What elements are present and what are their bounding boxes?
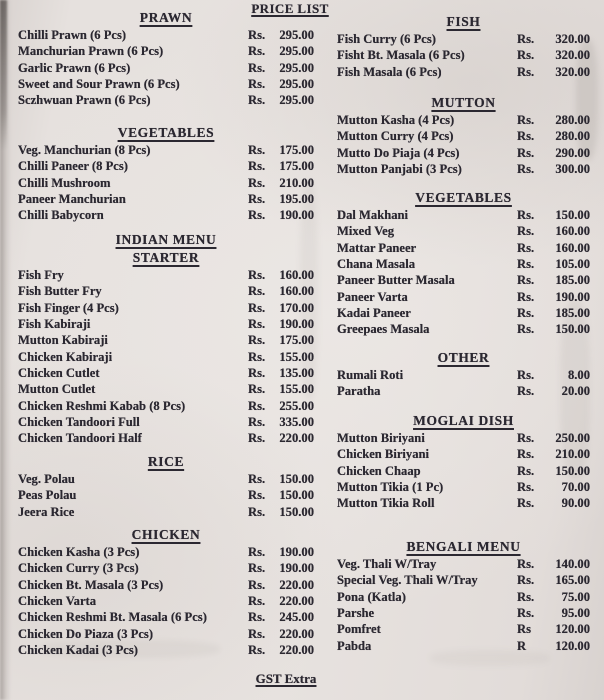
item-price: 175.00 <box>279 159 314 174</box>
item-name: Fish Curry (6 Pcs) <box>337 32 436 46</box>
menu-item-row <box>18 300 314 316</box>
menu-item-row <box>18 504 314 520</box>
item-currency: Rs. <box>517 589 535 604</box>
item-currency: Rs. <box>517 240 535 255</box>
menu-item-row <box>337 112 590 128</box>
item-currency: Rs. <box>248 366 266 381</box>
item-price: 175.00 <box>279 143 314 157</box>
menu-item-row <box>18 609 314 625</box>
item-currency: Rs. <box>248 561 266 576</box>
menu-item-row <box>18 487 314 503</box>
item-currency: Rs. <box>517 64 535 79</box>
item-currency: Rs. <box>517 306 535 321</box>
section-heading: MOGLAI DISH <box>413 413 514 428</box>
item-name: Chicken Kasha (3 Pcs) <box>18 545 140 559</box>
item-price: 175.00 <box>279 333 314 348</box>
item-currency: Rs. <box>248 175 266 190</box>
item-currency: Rs. <box>517 573 535 588</box>
menu-section-prawn <box>18 9 314 109</box>
item-price: 295.00 <box>279 44 314 59</box>
item-currency: Rs. <box>248 504 266 519</box>
item-name: Pona (Katla) <box>337 589 406 604</box>
menu-item-row <box>337 256 590 272</box>
menu-item-row <box>337 605 590 621</box>
item-currency: Rs. <box>517 129 535 144</box>
menu-item-row <box>18 60 314 76</box>
item-price: 160.00 <box>555 224 590 239</box>
item-name: Fish Butter Fry <box>18 284 102 299</box>
item-name: Chicken Kadai (3 Pcs) <box>18 643 138 658</box>
menu-item-row <box>337 430 590 446</box>
item-name: Manchurian Prawn (6 Pcs) <box>18 44 164 59</box>
item-name: Chicken Biriyani <box>337 447 430 462</box>
item-price: 170.00 <box>279 300 314 315</box>
item-name: Greepaes Masala <box>337 322 430 337</box>
menu-section-other <box>337 349 590 400</box>
item-name: Mutton Tikia Roll <box>337 496 435 511</box>
menu-item-row <box>337 446 590 462</box>
menu-item-row <box>18 349 314 365</box>
menu-item-row <box>337 223 590 239</box>
menu-section-fish <box>337 13 590 80</box>
item-name: Fish Kabiraji <box>18 317 91 332</box>
menu-item-row <box>337 621 590 637</box>
item-price: 135.00 <box>279 366 314 381</box>
item-name: Sweet and Sour Prawn (6 Pcs) <box>18 77 180 92</box>
item-currency: Rs. <box>248 44 266 59</box>
item-price: 190.00 <box>279 208 314 223</box>
item-price: 160.00 <box>279 268 314 282</box>
item-price: 280.00 <box>555 129 590 144</box>
item-name: Fish Fry <box>18 268 64 282</box>
item-price: 295.00 <box>279 77 314 92</box>
item-currency: Rs. <box>248 545 266 559</box>
item-price: 95.00 <box>561 606 590 621</box>
item-currency: Rs. <box>248 382 266 397</box>
item-currency: Rs. <box>248 398 266 413</box>
menu-item-row <box>337 463 590 479</box>
item-name: Mutton Biriyani <box>337 431 425 445</box>
item-name: Pabda <box>337 638 372 653</box>
menu-item-row <box>18 544 314 560</box>
menu-item-row <box>18 642 314 658</box>
item-price: 320.00 <box>555 64 590 79</box>
item-currency: Rs. <box>517 496 535 511</box>
item-name: Fish Finger (4 Pcs) <box>18 300 119 315</box>
item-price: 190.00 <box>279 561 314 576</box>
menu-item-row <box>337 638 590 654</box>
price-list-title: PRICE LIST <box>251 1 329 16</box>
section-heading: PRAWN <box>139 10 193 25</box>
section-heading: BENGALI MENU <box>406 539 521 554</box>
item-currency: Rs. <box>248 192 266 207</box>
item-name: Mutton Kasha (4 Pcs) <box>337 113 455 127</box>
menu-item-row <box>18 175 314 191</box>
menu-item-row <box>18 381 314 397</box>
item-price: 150.00 <box>279 488 314 503</box>
item-currency: Rs. <box>248 472 266 486</box>
item-currency: Rs. <box>248 77 266 92</box>
item-price: 320.00 <box>555 48 590 63</box>
menu-item-row <box>18 43 314 59</box>
item-price: 295.00 <box>279 28 314 42</box>
menu-item-row <box>337 479 590 495</box>
item-currency: Rs. <box>517 368 535 382</box>
item-price: 290.00 <box>555 145 590 160</box>
menu-section-vegetables <box>18 124 314 224</box>
menu-item-row <box>337 128 590 144</box>
item-currency: Rs. <box>517 384 535 399</box>
item-name: Mixed Veg <box>337 224 395 239</box>
item-currency: Rs <box>517 622 531 637</box>
item-name: Veg. Polau <box>18 472 75 486</box>
item-name: Chilli Mushroom <box>18 175 111 190</box>
section-heading: OTHER <box>437 350 490 365</box>
menu-item-row <box>337 145 590 161</box>
item-name: Chicken Chaap <box>337 463 421 478</box>
item-price: 185.00 <box>555 306 590 321</box>
menu-item-row <box>337 47 590 63</box>
menu-section-moglai-dish <box>337 412 590 512</box>
item-name: Jeera Rice <box>18 504 75 519</box>
item-name: Veg. Thali W/Tray <box>337 557 437 571</box>
item-price: 75.00 <box>561 589 590 604</box>
menu-item-row <box>18 471 314 487</box>
item-currency: Rs. <box>517 273 535 288</box>
item-currency: Rs. <box>517 463 535 478</box>
item-price: 210.00 <box>555 447 590 462</box>
item-name: Parshe <box>337 606 375 621</box>
item-price: 150.00 <box>279 504 314 519</box>
item-currency: Rs. <box>248 349 266 364</box>
section-heading: RICE <box>147 454 185 469</box>
item-currency: Rs. <box>517 208 535 222</box>
item-price: 8.00 <box>567 368 590 382</box>
item-name: Chicken Reshmi Bt. Masala (6 Pcs) <box>18 610 207 625</box>
item-currency: Rs. <box>248 284 266 299</box>
menu-item-row <box>337 272 590 288</box>
item-name: Rumali Roti <box>337 368 404 382</box>
gst-note: GST Extra <box>255 671 317 686</box>
item-name: Paneer Manchurian <box>18 192 126 207</box>
item-currency: Rs. <box>517 162 535 177</box>
item-price: 160.00 <box>555 240 590 255</box>
item-price: 335.00 <box>279 415 314 430</box>
scan-artifact-left-edge-dark <box>0 0 7 150</box>
item-price: 295.00 <box>279 60 314 75</box>
item-name: Dal Makhani <box>337 208 409 222</box>
menu-item-row <box>18 414 314 430</box>
item-currency: Rs. <box>517 224 535 239</box>
item-name: Special Veg. Thali W/Tray <box>337 573 478 588</box>
item-name: Mutton Tikia (1 Pc) <box>337 480 444 495</box>
item-price: 150.00 <box>279 472 314 486</box>
menu-item-row <box>18 267 314 283</box>
item-currency: Rs. <box>248 415 266 430</box>
item-name: Peas Polau <box>18 488 77 503</box>
menu-item-row <box>337 31 590 47</box>
menu-item-row <box>337 367 590 383</box>
item-price: 245.00 <box>279 610 314 625</box>
item-name: Chicken Bt. Masala (3 Pcs) <box>18 577 164 592</box>
item-price: 190.00 <box>279 545 314 559</box>
item-name: Paratha <box>337 384 381 399</box>
menu-section-bengali-menu <box>337 538 590 654</box>
item-currency: Rs. <box>517 289 535 304</box>
item-price: 280.00 <box>555 113 590 127</box>
item-name: Kadai Paneer <box>337 306 411 321</box>
item-name: Mattar Paneer <box>337 240 417 255</box>
menu-item-row <box>18 398 314 414</box>
section-heading: FISH <box>446 14 481 29</box>
item-name: Chicken Cutlet <box>18 366 100 381</box>
item-name: Paneer Varta <box>337 289 408 304</box>
item-price: 185.00 <box>555 273 590 288</box>
item-name: Chana Masala <box>337 257 416 272</box>
item-currency: Rs. <box>248 60 266 75</box>
item-currency: Rs. <box>248 28 266 42</box>
item-currency: Rs. <box>248 93 266 108</box>
section-heading: CHICKEN <box>131 527 201 542</box>
menu-item-row <box>18 332 314 348</box>
item-price: 20.00 <box>561 384 590 399</box>
item-price: 105.00 <box>555 257 590 272</box>
item-price: 195.00 <box>279 192 314 207</box>
item-price: 120.00 <box>555 622 590 637</box>
menu-item-row <box>337 321 590 337</box>
item-price: 140.00 <box>555 557 590 571</box>
item-name: Chilli Paneer (8 Pcs) <box>18 159 128 174</box>
item-price: 300.00 <box>555 162 590 177</box>
item-price: 190.00 <box>279 317 314 332</box>
item-price: 120.00 <box>555 638 590 653</box>
item-currency: Rs. <box>248 300 266 315</box>
item-price: 210.00 <box>279 175 314 190</box>
item-name: Veg. Manchurian (8 Pcs) <box>18 143 151 157</box>
item-name: Mutton Kabiraji <box>18 333 108 348</box>
menu-item-row <box>18 626 314 642</box>
item-currency: Rs. <box>248 643 266 658</box>
item-name: Mutton Curry (4 Pcs) <box>337 129 454 144</box>
item-name: Chicken Tandoori Half <box>18 431 142 446</box>
item-currency: Rs. <box>248 577 266 592</box>
item-currency: Rs. <box>517 606 535 621</box>
menu-item-row <box>337 207 590 223</box>
item-currency: Rs. <box>517 557 535 571</box>
item-price: 320.00 <box>555 32 590 46</box>
menu-item-row <box>18 283 314 299</box>
item-currency: R <box>517 638 527 653</box>
menu-item-row <box>18 76 314 92</box>
menu-item-row <box>18 207 314 223</box>
item-price: 220.00 <box>279 431 314 446</box>
item-currency: Rs. <box>248 488 266 503</box>
section-heading: STARTER <box>132 250 200 265</box>
menu-item-row <box>18 142 314 158</box>
menu-item-row <box>337 240 590 256</box>
menu-item-row <box>18 158 314 174</box>
menu-item-row <box>18 430 314 446</box>
item-price: 220.00 <box>279 626 314 641</box>
menu-section-mutton <box>337 94 590 177</box>
item-name: Mutton Cutlet <box>18 382 96 397</box>
item-price: 220.00 <box>279 594 314 609</box>
item-name: Fish Masala (6 Pcs) <box>337 64 442 79</box>
item-price: 160.00 <box>279 284 314 299</box>
menu-column-right <box>337 0 590 700</box>
menu-item-row <box>337 161 590 177</box>
item-price: 255.00 <box>279 398 314 413</box>
menu-item-row <box>337 64 590 80</box>
item-price: 150.00 <box>555 208 590 222</box>
item-price: 190.00 <box>555 289 590 304</box>
item-currency: Rs. <box>248 610 266 625</box>
item-currency: Rs. <box>517 480 535 495</box>
item-price: 70.00 <box>561 480 590 495</box>
item-price: 250.00 <box>555 431 590 445</box>
item-currency: Rs. <box>248 208 266 223</box>
item-currency: Rs. <box>517 32 535 46</box>
item-price: 90.00 <box>561 496 590 511</box>
item-name: Chicken Reshmi Kabab (8 Pcs) <box>18 398 186 413</box>
item-name: Chicken Curry (3 Pcs) <box>18 561 139 576</box>
item-currency: Rs. <box>248 159 266 174</box>
item-price: 150.00 <box>555 322 590 337</box>
item-name: Chicken Tandoori Full <box>18 415 140 430</box>
item-currency: Rs. <box>248 268 266 282</box>
menu-item-row <box>337 556 590 572</box>
menu-item-row <box>337 289 590 305</box>
menu-item-row <box>18 577 314 593</box>
section-heading: VEGETABLES <box>117 125 215 140</box>
menu-column-left <box>18 0 314 700</box>
section-heading: MUTTON <box>431 95 496 110</box>
menu-item-row <box>337 495 590 511</box>
menu-item-row <box>18 92 314 108</box>
item-currency: Rs. <box>248 594 266 609</box>
item-currency: Rs. <box>517 257 535 272</box>
section-heading: VEGETABLES <box>415 190 512 205</box>
item-price: 295.00 <box>279 93 314 108</box>
menu-item-row <box>337 383 590 399</box>
item-name: Chicken Varta <box>18 594 97 609</box>
item-currency: Rs. <box>248 431 266 446</box>
item-name: Mutto Do Piaja (4 Pcs) <box>337 145 460 160</box>
menu-item-row <box>337 572 590 588</box>
item-name: Fisht Bt. Masala (6 Pcs) <box>337 48 465 63</box>
menu-item-row <box>18 191 314 207</box>
item-name: Paneer Butter Masala <box>337 273 455 288</box>
item-currency: Rs. <box>248 317 266 332</box>
item-currency: Rs. <box>517 48 535 63</box>
menu-item-row <box>18 593 314 609</box>
menu-section-chicken <box>18 526 314 658</box>
item-name: Chicken Do Piaza (3 Pcs) <box>18 626 154 641</box>
menu-section-vegetables <box>337 189 590 338</box>
item-price: 150.00 <box>555 463 590 478</box>
menu-item-row <box>18 560 314 576</box>
item-currency: Rs. <box>517 322 535 337</box>
item-name: Mutton Panjabi (3 Pcs) <box>337 162 462 177</box>
item-price: 155.00 <box>279 349 314 364</box>
item-price: 220.00 <box>279 643 314 658</box>
item-price: 220.00 <box>279 577 314 592</box>
item-name: Chilli Prawn (6 Pcs) <box>18 28 127 42</box>
menu-item-row <box>337 305 590 321</box>
menu-item-row <box>18 365 314 381</box>
item-currency: Rs. <box>517 431 535 445</box>
item-name: Garlic Prawn (6 Pcs) <box>18 60 131 75</box>
item-price: 165.00 <box>555 573 590 588</box>
section-heading: INDIAN MENU <box>115 232 217 247</box>
item-currency: Rs. <box>248 626 266 641</box>
item-currency: Rs. <box>517 145 535 160</box>
item-currency: Rs. <box>248 143 266 157</box>
item-price: 155.00 <box>279 382 314 397</box>
item-currency: Rs. <box>517 447 535 462</box>
menu-item-row <box>18 27 314 43</box>
item-name: Pomfret <box>337 622 381 637</box>
item-name: Chilli Babycorn <box>18 208 104 223</box>
menu-item-row <box>337 589 590 605</box>
menu-item-row <box>18 316 314 332</box>
item-currency: Rs. <box>517 113 535 127</box>
item-currency: Rs. <box>248 333 266 348</box>
item-name: Chicken Kabiraji <box>18 349 113 364</box>
item-name: Sczhwuan Prawn (6 Pcs) <box>18 93 151 108</box>
menu-section-indian-menu-starter <box>18 231 314 447</box>
menu-section-rice <box>18 453 314 520</box>
